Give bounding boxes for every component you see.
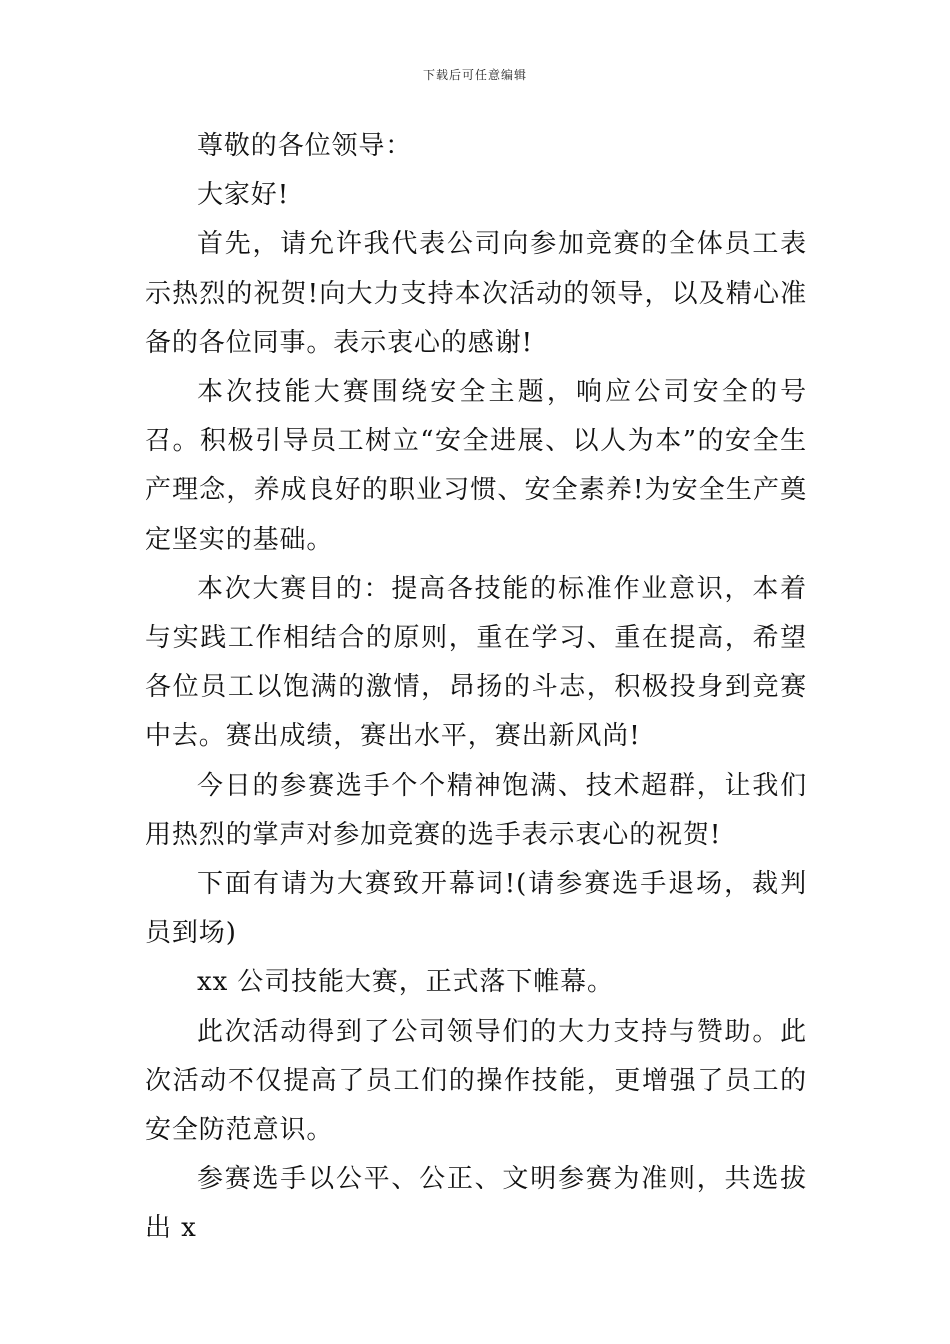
- paragraph-closing: xx 公司技能大赛，正式落下帷幕。: [197, 967, 614, 998]
- paragraph-contestants: 今日的参赛选手个个精神饱满、技术超群，让我们用热烈的掌声对参加竞赛的选手表示衷心的祝贺!: [145, 770, 807, 850]
- paragraph-safety-theme: 本次技能大赛围绕安全主题，响应公司安全的号召。积极引导员工树立“安全进展、以人为本”的安全生产理念，养成良好的职业习惯、安全素养!为安全生产奠定坚实的基础。: [145, 377, 807, 555]
- paragraph-thanks: 首先，请允许我代表公司向参加竞赛的全体员工表示热烈的祝贺!向大力支持本次活动的领导，以及精心准备的各位同事。表示衷心的感谢!: [145, 229, 807, 358]
- paragraph-selection: 参赛选手以公平、公正、文明参赛为准则，共选拔出 x: [145, 1164, 807, 1244]
- document-body: [145, 122, 807, 1254]
- salutation: 尊敬的各位领导：: [197, 131, 413, 161]
- greeting: 大家好!: [197, 180, 290, 211]
- page-header-note: 下载后可任意编辑: [422, 68, 527, 82]
- paragraph-support: 此次活动得到了公司领导们的大力支持与赞助。此次活动不仅提高了员工们的操作技能，更增强了员工的安全防范意识。: [145, 1016, 807, 1146]
- paragraph-purpose: 本次大赛目的：提高各技能的标准作业意识，本着与实践工作相结合的原则，重在学习、重在提高，希望各位员工以饱满的激情，昂扬的斗志，积极投身到竞赛中去。赛出成绩，赛出水平，赛出新风尚!: [145, 573, 807, 752]
- paragraph-opening-speech: 下面有请为大赛致开幕词!(请参赛选手退场，裁判员到场): [145, 869, 807, 949]
